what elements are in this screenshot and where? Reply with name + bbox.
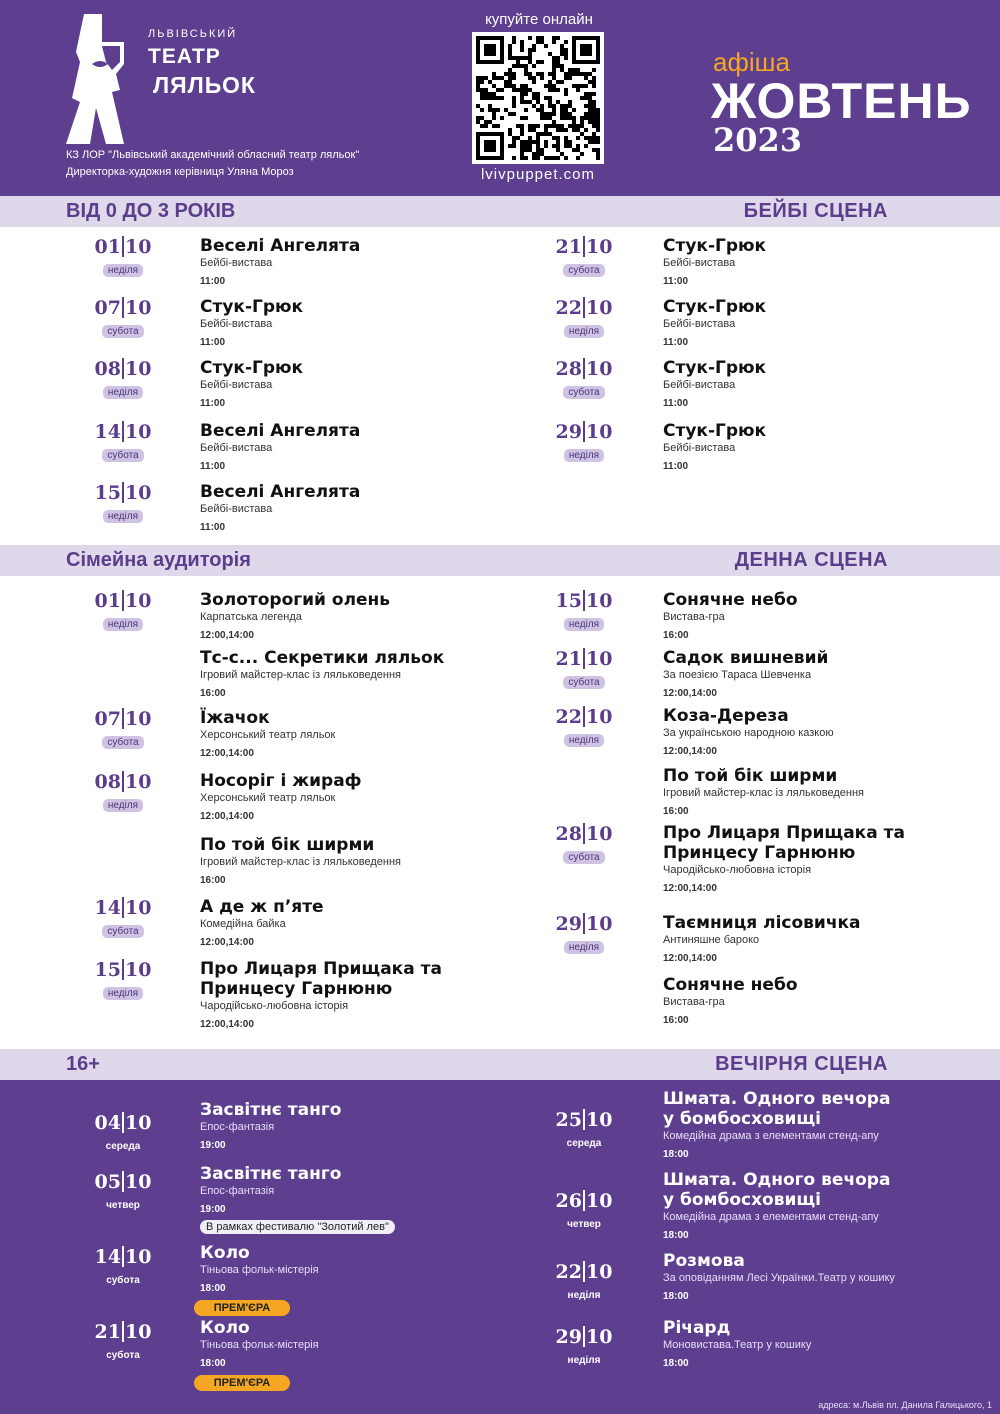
date-day-number: 22 — [555, 297, 582, 319]
event-time: 12:00,14:00 — [200, 630, 254, 641]
date-month-number: 10 — [586, 236, 613, 258]
event-date — [553, 358, 615, 399]
event-subtitle: Бейбі-вистава — [663, 318, 736, 330]
event-time: 16:00 — [200, 688, 226, 699]
date-number — [553, 421, 615, 443]
date-number — [553, 1261, 615, 1283]
date-separator — [583, 706, 585, 727]
event-title: Шмата. Одного вечора — [663, 1089, 891, 1109]
date-day-number: 14 — [94, 421, 121, 443]
event-time: 18:00 — [663, 1291, 689, 1302]
date-day-number: 22 — [555, 1261, 582, 1283]
date-day-number: 05 — [94, 1171, 121, 1193]
website-link[interactable]: lvivpuppet.com — [480, 166, 596, 183]
year-title: 2023 — [713, 121, 803, 159]
event-date — [553, 823, 615, 864]
event-subtitle: Ігровий майстер-клас із ляльковедення — [663, 787, 865, 799]
organization-name: КЗ ЛОР "Львівський академічний обласний театр ляльок" — [66, 149, 360, 161]
event-title: Стук-Грюк — [663, 421, 767, 441]
event-date — [92, 1321, 154, 1362]
weekday-badge: неділя — [564, 618, 604, 631]
date-day-number: 21 — [555, 236, 582, 258]
event-title: Шмата. Одного вечора — [663, 1170, 891, 1190]
date-day-number: 01 — [94, 590, 121, 612]
event-title: Веселі Ангелята — [200, 482, 361, 502]
weekday-badge: неділя — [567, 1355, 601, 1366]
date-month-number: 10 — [586, 1109, 613, 1131]
event-time: 11:00 — [663, 398, 689, 409]
date-month-number: 10 — [586, 706, 613, 728]
weekday-badge: неділя — [103, 510, 143, 523]
event-time: 16:00 — [663, 1015, 689, 1026]
weekday-badge: субота — [102, 925, 143, 938]
event-time: 11:00 — [200, 398, 226, 409]
logo-title-line1: ТЕАТР — [148, 45, 221, 68]
event-subtitle: Карпатська легенда — [200, 611, 302, 623]
date-number — [553, 1326, 615, 1348]
section-title-stage: ДЕННА СЦЕНА — [734, 549, 888, 571]
date-number — [92, 1246, 154, 1268]
buy-online-label: купуйте онлайн — [485, 11, 593, 28]
section-bar-family — [0, 545, 1000, 576]
event-date — [92, 771, 154, 812]
date-month-number: 10 — [586, 648, 613, 670]
date-separator — [122, 482, 124, 503]
event-title: Стук-Грюк — [663, 297, 767, 317]
date-number — [92, 236, 154, 258]
date-day-number: 15 — [555, 590, 582, 612]
event-subtitle: Тіньова фольк-містерія — [200, 1339, 319, 1351]
event-date — [92, 897, 154, 938]
premiere-badge: ПРЕМ'ЄРА — [194, 1375, 290, 1391]
event-title: Стук-Грюк — [663, 236, 767, 256]
date-month-number: 10 — [586, 1190, 613, 1212]
date-separator — [122, 1246, 124, 1267]
event-date — [92, 297, 154, 338]
date-day-number: 25 — [555, 1109, 582, 1131]
event-date — [92, 1112, 154, 1153]
event-time: 19:00 — [200, 1204, 226, 1215]
event-date — [92, 421, 154, 462]
section-bar-evening — [0, 1049, 1000, 1080]
event-title-line2: Принцесу Гарнюню — [200, 979, 393, 999]
weekday-badge: субота — [102, 736, 143, 749]
weekday-badge: субота — [563, 386, 604, 399]
weekday-badge: неділя — [564, 941, 604, 954]
section-title-audience: Сімейна аудиторія — [66, 549, 251, 571]
event-title: Засвітнє танго — [200, 1100, 342, 1120]
date-separator — [583, 913, 585, 934]
date-separator — [122, 771, 124, 792]
date-number — [92, 771, 154, 793]
date-separator — [122, 421, 124, 442]
date-month-number: 10 — [125, 1112, 152, 1134]
event-subtitle: Чародійсько-любовна історія — [200, 1000, 349, 1012]
date-number — [92, 358, 154, 380]
event-subtitle: Комедійна байка — [200, 918, 286, 930]
event-date — [553, 1190, 615, 1231]
address-text: адреса: м.Львів пл. Данила Галицького, 1 — [818, 1400, 992, 1410]
month-title: ЖОВТЕНЬ — [711, 73, 972, 129]
weekday-badge: четвер — [567, 1219, 601, 1230]
event-time: 12:00,14:00 — [663, 953, 717, 964]
event-subtitle: Херсонський театр ляльок — [200, 729, 336, 741]
event-subtitle: Бейбі-вистава — [200, 442, 273, 454]
event-title: Стук-Грюк — [663, 358, 767, 378]
date-separator — [583, 421, 585, 442]
date-month-number: 10 — [125, 358, 152, 380]
event-date — [92, 236, 154, 277]
date-number — [553, 648, 615, 670]
date-number — [92, 590, 154, 612]
weekday-badge: субота — [106, 1275, 140, 1286]
date-number — [553, 358, 615, 380]
date-month-number: 10 — [125, 236, 152, 258]
event-time: 18:00 — [663, 1358, 689, 1369]
event-time: 11:00 — [663, 461, 689, 472]
event-time: 11:00 — [200, 461, 226, 472]
event-date — [92, 959, 154, 1000]
date-separator — [122, 590, 124, 611]
date-day-number: 21 — [555, 648, 582, 670]
event-title: Коло — [200, 1243, 250, 1263]
event-subtitle: Бейбі-вистава — [663, 379, 736, 391]
event-title: Носоріг і жираф — [200, 771, 362, 791]
event-title: Про Лицаря Прищака та — [663, 823, 905, 843]
date-number — [92, 708, 154, 730]
event-title: Їжачок — [200, 708, 270, 728]
date-month-number: 10 — [125, 771, 152, 793]
event-time: 11:00 — [663, 276, 689, 287]
event-title: Тс-с... Секретики ляльок — [200, 648, 445, 668]
date-month-number: 10 — [125, 959, 152, 981]
weekday-badge: неділя — [564, 734, 604, 747]
event-subtitle: Чародійсько-любовна історія — [663, 864, 812, 876]
date-day-number: 07 — [94, 297, 121, 319]
weekday-badge: неділя — [103, 987, 143, 1000]
event-subtitle: Епос-фантазія — [200, 1185, 275, 1197]
date-number — [553, 913, 615, 935]
date-day-number: 29 — [555, 1326, 582, 1348]
date-number — [553, 236, 615, 258]
date-day-number: 01 — [94, 236, 121, 258]
event-time: 11:00 — [200, 337, 226, 348]
event-date — [553, 648, 615, 689]
event-date — [553, 1261, 615, 1302]
date-month-number: 10 — [586, 1261, 613, 1283]
weekday-badge: субота — [563, 264, 604, 277]
event-subtitle: За оповіданням Лесі Українки.Театр у кошику — [663, 1272, 895, 1284]
date-separator — [583, 236, 585, 257]
date-day-number: 15 — [94, 482, 121, 504]
event-date — [553, 590, 615, 631]
date-separator — [122, 1171, 124, 1192]
event-title: Садок вишневий — [663, 648, 829, 668]
director-name: Директорка-художня керівниця Уляна Мороз — [66, 166, 294, 178]
section-bar-baby — [0, 196, 1000, 227]
event-time: 18:00 — [663, 1149, 689, 1160]
event-date — [92, 358, 154, 399]
date-separator — [583, 823, 585, 844]
event-time: 11:00 — [200, 522, 226, 533]
theatre-logo-icon — [62, 12, 142, 147]
event-title: Засвітнє танго — [200, 1164, 342, 1184]
event-subtitle: Бейбі-вистава — [200, 503, 273, 515]
date-month-number: 10 — [125, 590, 152, 612]
weekday-badge: неділя — [103, 618, 143, 631]
weekday-badge: субота — [102, 325, 143, 338]
event-date — [92, 482, 154, 523]
event-title: Веселі Ангелята — [200, 236, 361, 256]
event-date — [553, 236, 615, 277]
date-month-number: 10 — [125, 421, 152, 443]
weekday-badge: субота — [563, 676, 604, 689]
event-subtitle: Херсонський театр ляльок — [200, 792, 336, 804]
date-day-number: 15 — [94, 959, 121, 981]
event-subtitle: За поезією Тараса Шевченка — [663, 669, 812, 681]
date-separator — [122, 897, 124, 918]
event-title: Коло — [200, 1318, 250, 1338]
date-number — [553, 706, 615, 728]
event-time: 12:00,14:00 — [200, 937, 254, 948]
event-time: 18:00 — [663, 1230, 689, 1241]
date-number — [92, 959, 154, 981]
premiere-badge: ПРЕМ'ЄРА — [194, 1300, 290, 1316]
event-subtitle: Бейбі-вистава — [200, 318, 273, 330]
poster-header — [0, 0, 1000, 196]
date-separator — [583, 1190, 585, 1211]
event-title: Таємниця лісовичка — [663, 913, 861, 933]
date-separator — [583, 297, 585, 318]
event-subtitle: Вистава-гра — [663, 996, 725, 1008]
date-month-number: 10 — [586, 913, 613, 935]
event-date — [92, 590, 154, 631]
weekday-badge: неділя — [103, 799, 143, 812]
weekday-badge: неділя — [567, 1290, 601, 1301]
date-day-number: 26 — [555, 1190, 582, 1212]
date-separator — [583, 648, 585, 669]
date-number — [92, 421, 154, 443]
logo-title-line2: ЛЯЛЬОК — [153, 72, 256, 98]
weekday-badge: неділя — [564, 449, 604, 462]
event-date — [553, 913, 615, 954]
date-separator — [583, 1326, 585, 1347]
date-separator — [122, 1112, 124, 1133]
event-title: По той бік ширми — [200, 835, 375, 855]
event-title: Річард — [663, 1318, 731, 1338]
weekday-badge: неділя — [103, 386, 143, 399]
event-time: 12:00,14:00 — [200, 811, 254, 822]
date-number — [92, 297, 154, 319]
festival-note-badge: В рамках фестивалю "Золотий лев" — [200, 1220, 395, 1234]
date-month-number: 10 — [586, 421, 613, 443]
event-title: Стук-Грюк — [200, 358, 304, 378]
event-subtitle: Тіньова фольк-містерія — [200, 1264, 319, 1276]
section-title-audience: 16+ — [66, 1053, 100, 1075]
event-time: 12:00,14:00 — [200, 748, 254, 759]
event-subtitle: Антиняшне бароко — [663, 934, 760, 946]
date-month-number: 10 — [586, 358, 613, 380]
afisha-label: афіша — [713, 47, 790, 77]
event-subtitle: Епос-фантазія — [200, 1121, 275, 1133]
event-time: 12:00,14:00 — [663, 746, 717, 757]
event-subtitle: Ігровий майстер-клас із ляльковедення — [200, 669, 402, 681]
event-title-line2: Принцесу Гарнюню — [663, 843, 856, 863]
date-separator — [583, 590, 585, 611]
event-title: Стук-Грюк — [200, 297, 304, 317]
event-title-line2: у бомбосховищі — [663, 1109, 822, 1129]
date-day-number: 08 — [94, 771, 121, 793]
date-separator — [122, 358, 124, 379]
event-subtitle: Бейбі-вистава — [200, 379, 273, 391]
date-number — [92, 1112, 154, 1134]
event-title-line2: у бомбосховищі — [663, 1190, 822, 1210]
section-title-stage: БЕЙБІ СЦЕНА — [743, 200, 888, 222]
event-subtitle: Бейбі-вистава — [200, 257, 273, 269]
weekday-badge: субота — [102, 449, 143, 462]
date-month-number: 10 — [125, 1171, 152, 1193]
event-subtitle: Бейбі-вистава — [663, 442, 736, 454]
weekday-badge: неділя — [103, 264, 143, 277]
event-time: 16:00 — [663, 630, 689, 641]
date-separator — [122, 1321, 124, 1342]
date-day-number: 22 — [555, 706, 582, 728]
date-number — [92, 482, 154, 504]
event-subtitle: Ігровий майстер-клас із ляльковедення — [200, 856, 402, 868]
date-day-number: 29 — [555, 913, 582, 935]
date-day-number: 07 — [94, 708, 121, 730]
event-time: 12:00,14:00 — [200, 1019, 254, 1030]
date-day-number: 21 — [94, 1321, 121, 1343]
event-time: 16:00 — [663, 806, 689, 817]
date-number — [553, 590, 615, 612]
date-month-number: 10 — [125, 1246, 152, 1268]
event-time: 11:00 — [663, 337, 689, 348]
date-month-number: 10 — [125, 897, 152, 919]
event-time: 16:00 — [200, 875, 226, 886]
date-month-number: 10 — [586, 297, 613, 319]
event-subtitle: За українською народною казкою — [663, 727, 834, 739]
date-month-number: 10 — [125, 1321, 152, 1343]
event-time: 12:00,14:00 — [663, 688, 717, 699]
event-time: 11:00 — [200, 276, 226, 287]
section-title-audience: ВІД 0 ДО 3 РОКІВ — [66, 200, 236, 222]
event-date — [553, 297, 615, 338]
date-month-number: 10 — [586, 1326, 613, 1348]
date-month-number: 10 — [125, 482, 152, 504]
weekday-badge: субота — [106, 1350, 140, 1361]
event-subtitle: Моновистава.Театр у кошику — [663, 1339, 812, 1351]
weekday-badge: субота — [563, 851, 604, 864]
logo-city: ЛЬВІВСЬКИЙ — [148, 28, 238, 40]
event-date — [553, 1326, 615, 1367]
date-separator — [122, 959, 124, 980]
date-day-number: 28 — [555, 823, 582, 845]
date-day-number: 04 — [94, 1112, 121, 1134]
event-date — [553, 1109, 615, 1150]
weekday-badge: середа — [105, 1141, 141, 1152]
event-date — [92, 1171, 154, 1212]
date-separator — [583, 1261, 585, 1282]
event-date — [92, 708, 154, 749]
date-number — [553, 1190, 615, 1212]
qr-code-icon[interactable] — [472, 32, 604, 164]
date-separator — [122, 236, 124, 257]
date-separator — [122, 708, 124, 729]
event-subtitle: Вистава-гра — [663, 611, 725, 623]
date-day-number: 29 — [555, 421, 582, 443]
event-title: Сонячне небо — [663, 975, 798, 995]
event-title: Веселі Ангелята — [200, 421, 361, 441]
date-day-number: 14 — [94, 897, 121, 919]
event-time: 19:00 — [200, 1140, 226, 1151]
date-month-number: 10 — [586, 590, 613, 612]
date-day-number: 28 — [555, 358, 582, 380]
event-date — [553, 421, 615, 462]
section-title-stage: ВЕЧІРНЯ СЦЕНА — [715, 1053, 888, 1075]
event-title: Коза-Дереза — [663, 706, 789, 726]
weekday-badge: середа — [566, 1138, 602, 1149]
date-separator — [122, 297, 124, 318]
event-subtitle: Комедійна драма з елементами стенд-апу — [663, 1211, 879, 1223]
date-separator — [583, 358, 585, 379]
event-date — [92, 1246, 154, 1287]
date-number — [553, 297, 615, 319]
date-month-number: 10 — [125, 708, 152, 730]
date-month-number: 10 — [125, 297, 152, 319]
event-time: 18:00 — [200, 1283, 226, 1294]
date-number — [92, 1171, 154, 1193]
date-number — [92, 1321, 154, 1343]
date-month-number: 10 — [586, 823, 613, 845]
date-day-number: 14 — [94, 1246, 121, 1268]
event-date — [553, 706, 615, 747]
event-title: Сонячне небо — [663, 590, 798, 610]
date-number — [92, 897, 154, 919]
weekday-badge: четвер — [106, 1200, 140, 1211]
weekday-badge: неділя — [564, 325, 604, 338]
event-subtitle: Комедійна драма з елементами стенд-апу — [663, 1130, 879, 1142]
date-number — [553, 1109, 615, 1131]
event-title: А де ж п’яте — [200, 897, 324, 917]
date-number — [553, 823, 615, 845]
event-title: Золоторогий олень — [200, 590, 391, 610]
event-subtitle: Бейбі-вистава — [663, 257, 736, 269]
event-title: Про Лицаря Прищака та — [200, 959, 442, 979]
date-day-number: 08 — [94, 358, 121, 380]
date-separator — [583, 1109, 585, 1130]
event-title: По той бік ширми — [663, 766, 838, 786]
event-time: 18:00 — [200, 1358, 226, 1369]
event-title: Розмова — [663, 1251, 745, 1271]
event-time: 12:00,14:00 — [663, 883, 717, 894]
